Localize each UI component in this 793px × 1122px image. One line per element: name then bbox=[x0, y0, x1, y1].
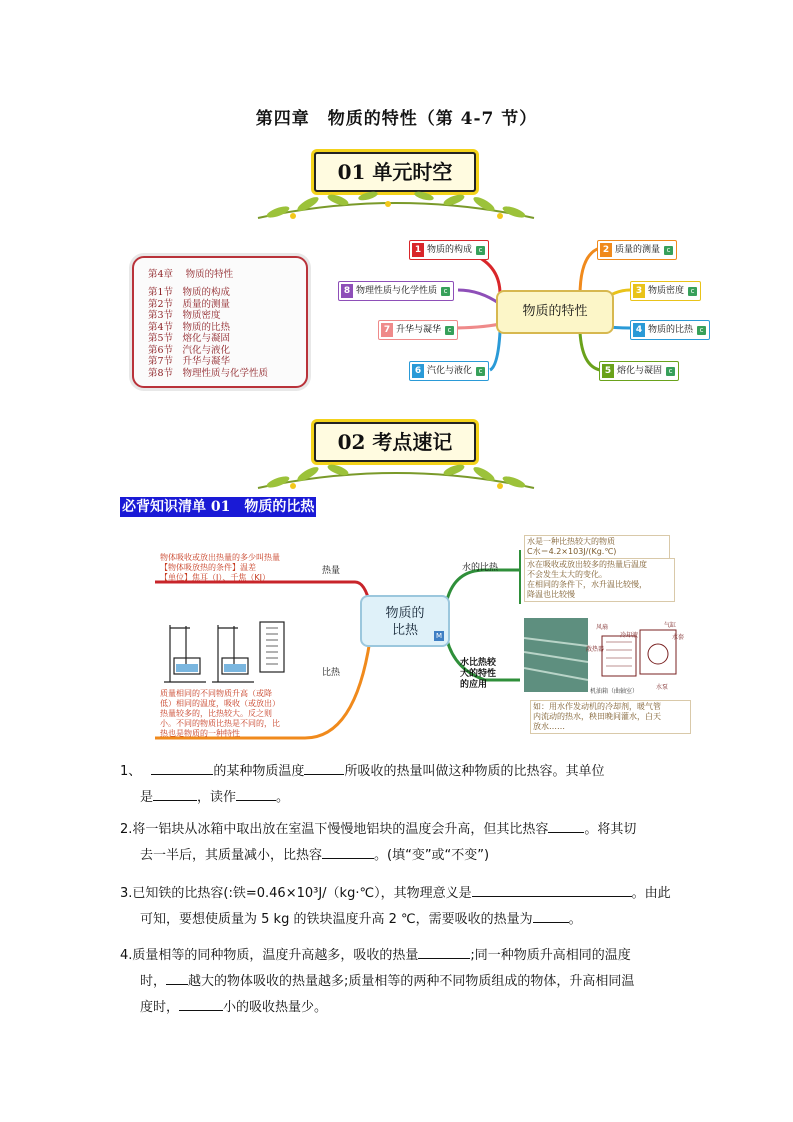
answer-blank[interactable] bbox=[179, 994, 223, 1011]
node-c-badge: c bbox=[476, 246, 485, 255]
section-banner-unit bbox=[238, 150, 554, 224]
answer-blank[interactable] bbox=[322, 842, 374, 859]
text-line: 水在吸收或放出较多的热量后温度 bbox=[527, 560, 647, 569]
engine-label: 水套 bbox=[672, 634, 685, 641]
text-line: 在相同的条件下，水升温比较慢， bbox=[527, 580, 647, 589]
question-text: 。 bbox=[276, 790, 290, 805]
question-line bbox=[120, 994, 680, 1020]
question-text: 4.质量相等的同种物质，温度升高越多，吸收的热量 bbox=[120, 948, 419, 963]
text-line: 热也是物质的一种特性 bbox=[160, 729, 240, 738]
text-line: 大的特性 bbox=[460, 669, 497, 679]
answer-blank[interactable] bbox=[153, 784, 197, 801]
engine-label: 气缸 bbox=[664, 622, 677, 629]
chapter-section-item: 第2节 质量的测量 bbox=[148, 298, 231, 310]
chapter-section-item: 第3节 物质密度 bbox=[148, 310, 221, 321]
question-2 bbox=[120, 816, 680, 868]
node-label: 物质的构成 bbox=[427, 245, 473, 255]
node-c-badge: c bbox=[476, 367, 485, 376]
question-text: 是 bbox=[140, 790, 154, 805]
node-c-badge: c bbox=[697, 326, 706, 335]
specific-heat-label: 比热 bbox=[322, 668, 341, 678]
node-label: 物质密度 bbox=[648, 286, 685, 296]
text-line: C水＝4.2×103J/(Kg.℃) bbox=[527, 547, 617, 556]
node-number: 2 bbox=[600, 243, 612, 257]
question-text: 。由此 bbox=[631, 886, 671, 901]
mindmap-node-5 bbox=[599, 361, 679, 381]
question-line bbox=[120, 880, 680, 906]
text-line: 放水…… bbox=[533, 722, 565, 731]
question-text: 小的吸收热量少。 bbox=[223, 1000, 328, 1015]
question-text: 。 bbox=[568, 912, 582, 927]
apparatus-illustration bbox=[160, 620, 300, 688]
text-line: 质量相同的不同物质升高（或降 bbox=[160, 689, 272, 698]
chapter-section-item: 第7节 升华与凝华 bbox=[148, 356, 231, 367]
heat-definition bbox=[160, 553, 320, 583]
question-line bbox=[120, 942, 680, 968]
node-label: 升华与凝华 bbox=[396, 325, 442, 335]
answer-blank[interactable] bbox=[304, 758, 344, 775]
section-banner-points bbox=[238, 420, 554, 494]
question-text: 时， bbox=[140, 974, 167, 989]
question-text: 越大的物体吸收的热量越多;质量相等的两种不同物质组成的物体，升高相同温 bbox=[188, 974, 635, 989]
rice-field-photo bbox=[524, 618, 588, 692]
mindmap-node-3 bbox=[630, 281, 701, 301]
text-line: 小。不同的物质比热是不同的，比 bbox=[160, 719, 280, 728]
mindmap-node-8 bbox=[338, 281, 454, 301]
text-line: 降温也比较慢 bbox=[527, 590, 575, 599]
node-label: 汽化与液化 bbox=[427, 366, 473, 376]
text-line: 水是一种比热较大的物质 bbox=[527, 537, 615, 546]
question-4 bbox=[120, 942, 680, 1020]
text-line: 【单位】焦耳（J）、千焦（KJ） bbox=[160, 573, 270, 582]
chapter-section-item: 第6节 汽化与液化 bbox=[148, 344, 231, 356]
application-label bbox=[460, 658, 496, 691]
engine-label: 水泵 bbox=[656, 684, 669, 691]
answer-blank[interactable] bbox=[151, 758, 213, 775]
answer-blank[interactable] bbox=[533, 906, 569, 923]
question-text: 所吸收的热量叫做这种物质的比热容。其单位 bbox=[344, 764, 605, 779]
answer-blank[interactable] bbox=[472, 880, 632, 897]
node-c-badge: c bbox=[441, 287, 450, 296]
node-label: 物理性质与化学性质 bbox=[356, 286, 438, 296]
water-fact-box bbox=[524, 535, 670, 559]
mindmap-node-1 bbox=[409, 240, 489, 260]
center-text-line: 物质的 bbox=[385, 606, 425, 621]
engine-label: 风扇 bbox=[596, 624, 609, 631]
answer-blank[interactable] bbox=[548, 816, 584, 833]
node-label: 质量的测量 bbox=[615, 245, 661, 255]
heat-label: 热量 bbox=[322, 566, 341, 576]
question-line bbox=[120, 816, 680, 842]
mindmap-node-6 bbox=[409, 361, 489, 381]
water-label: 水的比热 bbox=[462, 563, 499, 573]
leaf-decoration-icon bbox=[238, 460, 554, 494]
question-text: 度时， bbox=[140, 1000, 180, 1015]
engine-label: 冷却液 bbox=[620, 632, 639, 639]
question-3 bbox=[120, 880, 680, 932]
chapter-section-list bbox=[148, 287, 268, 379]
chapter-outline-box bbox=[132, 256, 308, 388]
mindmap-node-4 bbox=[630, 320, 710, 340]
center-text-line: 比热 bbox=[391, 623, 418, 638]
text-line: 的应用 bbox=[460, 680, 488, 690]
node-label: 物质的比热 bbox=[648, 325, 694, 335]
question-text: 去一半后，其质量减小，比热容 bbox=[140, 848, 323, 863]
node-number: 7 bbox=[381, 323, 393, 337]
node-number: 3 bbox=[633, 284, 645, 298]
question-line bbox=[120, 842, 680, 868]
text-line: 不会发生太大的变化。 bbox=[527, 570, 607, 579]
node-number: 4 bbox=[633, 323, 645, 337]
leaf-decoration-icon bbox=[238, 190, 554, 224]
application-text bbox=[530, 700, 691, 734]
node-number: 6 bbox=[412, 364, 424, 378]
banner-title: 02 考点速记 bbox=[314, 422, 476, 462]
question-text: 2.将一铝块从冰箱中取出放在室温下慢慢地铝块的温度会升高，但其比热容 bbox=[120, 822, 549, 837]
node-c-badge: c bbox=[688, 287, 697, 296]
text-line: 低）相同的温度，吸收（或放出） bbox=[160, 699, 280, 708]
mindmap-node-2 bbox=[597, 240, 677, 260]
text-line: 物体吸收或放出热量的多少叫热量 bbox=[160, 553, 280, 562]
text-line: 如：用水作发动机的冷却剂，暖气管 bbox=[533, 702, 661, 711]
question-line bbox=[120, 784, 680, 810]
question-text: 1、 bbox=[120, 764, 142, 779]
question-text: 。(填“变”或“不变”) bbox=[374, 848, 490, 863]
chapter-section-item: 第1节 物质的构成 bbox=[148, 287, 231, 298]
water-effect-box bbox=[524, 558, 675, 602]
chapter-section-item: 第5节 熔化与凝固 bbox=[148, 333, 231, 344]
chapter-heading: 第4章 物质的特性 bbox=[148, 269, 234, 280]
banner-title: 01 单元时空 bbox=[314, 152, 476, 192]
node-number: 5 bbox=[602, 364, 614, 378]
node-number: 8 bbox=[341, 284, 353, 298]
text-line: 【物体吸放热的条件】温差 bbox=[160, 563, 256, 572]
engine-label: 散热器 bbox=[586, 646, 605, 653]
question-text: 的某种物质温度 bbox=[213, 764, 305, 779]
text-line: 内流动的热水，秧田晚间灌水，白天 bbox=[533, 712, 661, 721]
question-text: ;同一种物质升高相同的温度 bbox=[470, 948, 631, 963]
question-1 bbox=[120, 758, 680, 810]
chapter-section-item: 第8节 物理性质与化学性质 bbox=[148, 367, 269, 379]
text-line: 水比热较 bbox=[460, 658, 497, 668]
checklist-header: 必背知识清单 01 物质的比热 bbox=[122, 499, 315, 515]
question-line bbox=[120, 968, 680, 994]
answer-blank[interactable] bbox=[236, 784, 276, 801]
mindmap-center-node: 物质的特性 bbox=[496, 290, 614, 334]
question-text: 。将其切 bbox=[584, 822, 637, 837]
answer-blank[interactable] bbox=[166, 968, 188, 985]
text-line: 热量较多的，比热较大。反之则 bbox=[160, 709, 272, 718]
question-text: ，读作 bbox=[197, 790, 237, 805]
specific-heat-definition bbox=[160, 689, 310, 739]
node-c-badge: c bbox=[664, 246, 673, 255]
answer-blank[interactable] bbox=[418, 942, 470, 959]
node-c-badge: c bbox=[445, 326, 454, 335]
chapter-section-item: 第4节 物质的比热 bbox=[148, 321, 231, 333]
engine-caption: 机油箱（曲轴室） bbox=[590, 688, 639, 695]
mindmap2-center-node bbox=[360, 595, 450, 647]
question-line bbox=[120, 906, 680, 932]
node-label: 熔化与凝固 bbox=[617, 366, 663, 376]
page-title: 第四章 物质的特性（第 4-7 节） bbox=[255, 109, 538, 129]
mindmap-node-7 bbox=[378, 320, 458, 340]
node-c-badge: c bbox=[666, 367, 675, 376]
m-badge-icon: M bbox=[435, 632, 443, 640]
question-line bbox=[120, 758, 680, 784]
node-number: 1 bbox=[412, 243, 424, 257]
question-text: 3.已知铁的比热容(:铁=0.46×10³J/（kg·℃），其物理意义是 bbox=[120, 886, 472, 901]
question-text: 可知，要想使质量为 5 kg 的铁块温度升高 2 ℃，需要吸收的热量为 bbox=[140, 912, 533, 927]
